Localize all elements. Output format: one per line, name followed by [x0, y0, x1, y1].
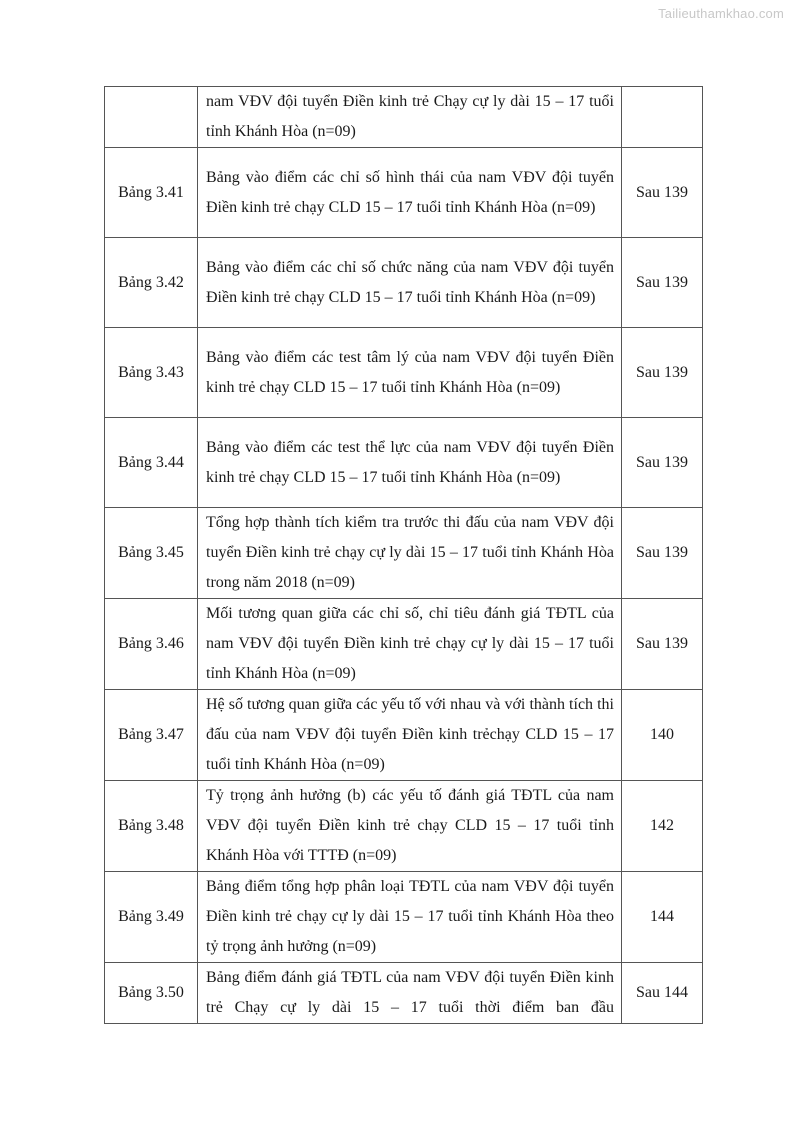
table-page-cell: Sau 144: [622, 963, 703, 1024]
table-label-cell: Bảng 3.47: [105, 690, 198, 781]
table-row: [105, 418, 703, 508]
table-description-cell: Tỷ trọng ảnh hưởng (b) các yếu tố đánh giá TĐTL của nam VĐV đội tuyển Điền kinh trẻ chạy CLD 15 – 17 tuổi tỉnh Khánh Hòa với TTTĐ (n=09): [198, 781, 622, 872]
table-description-cell: nam VĐV đội tuyển Điền kinh trẻ Chạy cự ly dài 15 – 17 tuổi tỉnh Khánh Hòa (n=09): [198, 87, 622, 148]
table-of-contents: [104, 86, 703, 1024]
table-row: [105, 690, 703, 781]
table-row: [105, 87, 703, 148]
table-label-cell: Bảng 3.44: [105, 418, 198, 508]
table-page-cell: Sau 139: [622, 328, 703, 418]
table-page-cell: 144: [622, 872, 703, 963]
table-row: [105, 872, 703, 963]
table-row: [105, 599, 703, 690]
table-row: [105, 238, 703, 328]
table-row: [105, 328, 703, 418]
table-description-cell: Hệ số tương quan giữa các yếu tố với nhau và với thành tích thi đấu của nam VĐV đội tuyển Điền kinh trẻchạy CLD 15 – 17 tuổi tỉnh Khánh Hòa (n=09): [198, 690, 622, 781]
table-label-cell: Bảng 3.49: [105, 872, 198, 963]
table-description-cell: Bảng điểm tổng hợp phân loại TĐTL của nam VĐV đội tuyển Điền kinh trẻ chạy cự ly dài 15 – 17 tuổi tỉnh Khánh Hòa theo tỷ trọng ảnh hưởng (n=09): [198, 872, 622, 963]
watermark-text: Tailieuthamkhao.com: [658, 6, 784, 21]
table-row: [105, 781, 703, 872]
table-page-cell: Sau 139: [622, 148, 703, 238]
table-page-cell: Sau 139: [622, 599, 703, 690]
table-page-cell: 142: [622, 781, 703, 872]
table-description-cell: Mối tương quan giữa các chỉ số, chỉ tiêu đánh giá TĐTL của nam VĐV đội tuyển Điền kinh trẻ chạy cự ly dài 15 – 17 tuổi tỉnh Khánh Hòa (n=09): [198, 599, 622, 690]
table-label-cell: Bảng 3.46: [105, 599, 198, 690]
table-description-cell: Bảng vào điểm các chỉ số chức năng của nam VĐV đội tuyển Điền kinh trẻ chạy CLD 15 – 17 tuổi tỉnh Khánh Hòa (n=09): [198, 238, 622, 328]
table-label-cell: Bảng 3.45: [105, 508, 198, 599]
table-description-cell: Bảng vào điểm các chỉ số hình thái của nam VĐV đội tuyển Điền kinh trẻ chạy CLD 15 – 17 tuổi tỉnh Khánh Hòa (n=09): [198, 148, 622, 238]
table-description-cell: Bảng điểm đánh giá TĐTL của nam VĐV đội tuyển Điền kinh trẻ Chạy cự ly dài 15 – 17 tuổi thời điểm ban đầu: [198, 963, 622, 1024]
table-page-cell: Sau 139: [622, 418, 703, 508]
table-row: [105, 148, 703, 238]
table-label-cell: Bảng 3.50: [105, 963, 198, 1024]
table-label-cell: Bảng 3.41: [105, 148, 198, 238]
table-page-cell: Sau 139: [622, 508, 703, 599]
table-description-cell: Tổng hợp thành tích kiểm tra trước thi đấu của nam VĐV đội tuyển Điền kinh trẻ chạy cự ly dài 15 – 17 tuổi tỉnh Khánh Hòa trong năm 2018 (n=09): [198, 508, 622, 599]
table-label-cell: Bảng 3.42: [105, 238, 198, 328]
table-page-cell: [622, 87, 703, 148]
table-row: [105, 963, 703, 1024]
table-description-cell: Bảng vào điểm các test tâm lý của nam VĐV đội tuyển Điền kinh trẻ chạy CLD 15 – 17 tuổi tỉnh Khánh Hòa (n=09): [198, 328, 622, 418]
table-label-cell: [105, 87, 198, 148]
table-row: [105, 508, 703, 599]
table-label-cell: Bảng 3.43: [105, 328, 198, 418]
table-page-cell: 140: [622, 690, 703, 781]
table-page-cell: Sau 139: [622, 238, 703, 328]
table-label-cell: Bảng 3.48: [105, 781, 198, 872]
table-description-cell: Bảng vào điểm các test thể lực của nam VĐV đội tuyển Điền kinh trẻ chạy CLD 15 – 17 tuổi tỉnh Khánh Hòa (n=09): [198, 418, 622, 508]
